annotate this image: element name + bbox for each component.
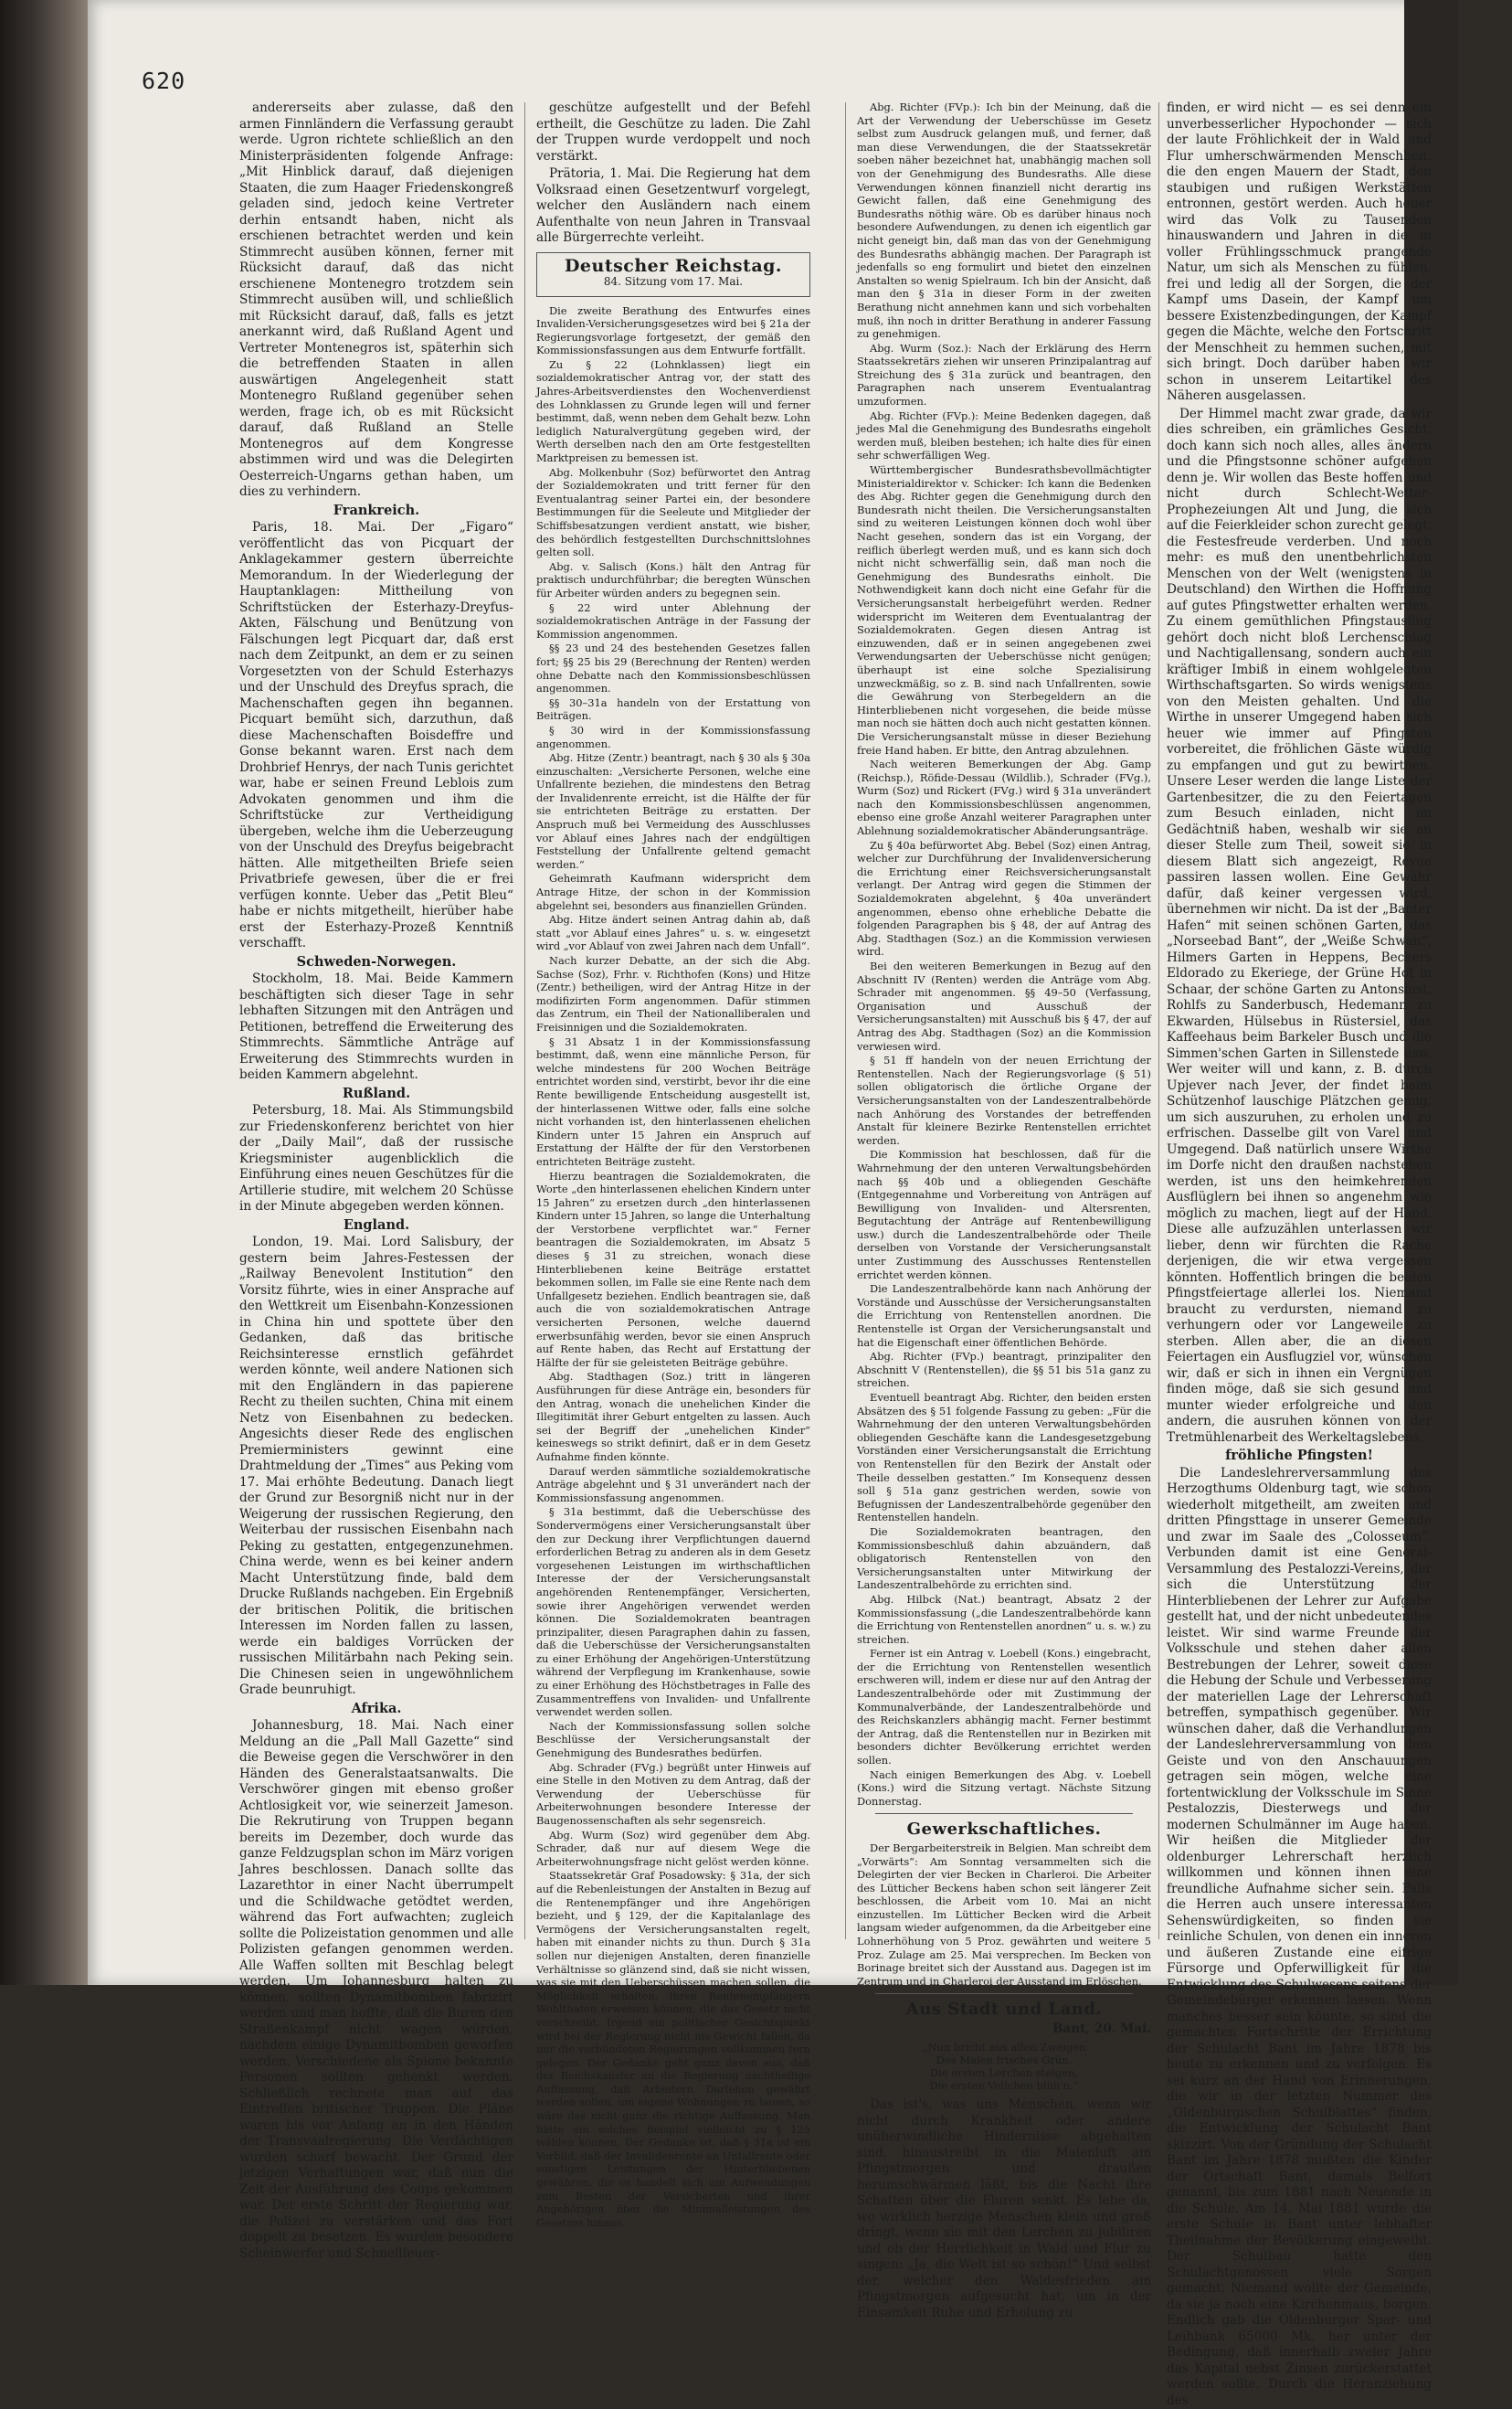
report-paragraph: Staatssekretär Graf Posadowsky: § 31a, der sich auf die Rebenleistungen der Anstalten in Bezug auf die Rentenempfänger und ihre Angehörigen bezieht, und § 129, der die Kapitalanlage des Vermögens der Versicherungsanstalten regelt, haben mit einander nichts zu thun. Durch § 31a sollen nur diejenigen Anstalten, deren finanzielle Verhältnisse so glänzend sind, daß sie nicht wissen, was sie mit den Ueberschüssen machen sollen, die Möglichkeit erhalten, ihren Rentenempfängern Wohlthaten erweisen können, die das Gesetz nicht vorschreibt. Irgend ein politischer Gesichtspunkt wird bei der Regierung nicht ins Gewicht fallen, da nur die verbündeten Regierungen vollkommen fern gelegen. Der Gedanke geht ganz davon aus, daß der Reichskanzler an die Regierung nachtheilige Auffassung, daß Arbeitern Darlehen gewährt werden sollen, um eigene Wohnungen zu bauen, so wäre das nicht ganz die richtige Auffassung. Man hätte ein solches Beispiel vielleicht zu § 125 wählen können. Der Gedanke ist, daß § 31a ist ein Vorbild, daß der Invalidenrente an Unfallrente oder sonstigen Leistungen der Hinterbliebenen gewähren, die es handelt sich um Aufwendungen zum Besten der Versicherten und ihrer Angehörigen über die Minimalleistungen des Gesetzes hinaus. <box>536 1869 810 2229</box>
section-heading-england: England. <box>239 1217 513 1234</box>
article-paragraph: Prätoria, 1. Mai. Die Regierung hat dem Volksraad einen Gesetzentwurf vorgelegt, welcher den Ausländern nach einem Aufenthalte von neun Jahren in Transvaal alle Bürgerrechte verleiht. <box>536 166 810 247</box>
section-heading-gewerkschaftliches: Gewerkschaftliches. <box>857 1821 1151 1838</box>
reichstag-report <box>536 304 810 2230</box>
report-paragraph: Nach weiteren Bemerkungen der Abg. Gamp (Reichsp.), Röfide-Dessau (Wildlib.), Schrader (FVg.), Wurm (Soz) und Rickert (FVg.) wird § 31a unverändert nach den Kommissionsbeschlüssen angenommen, ebenso eine große Anzahl weiterer Paragraphen unter Ablehnung sozialdemokratischer Abänderungsanträge. <box>857 758 1151 838</box>
column-1 <box>239 101 513 1947</box>
book-binding <box>0 0 88 1985</box>
section-heading-frankreich: Frankreich. <box>239 503 513 519</box>
report-paragraph: §§ 30–31a handeln von der Erstattung von Beiträgen. <box>536 696 810 723</box>
report-paragraph: Die Kommission hat beschlossen, daß für die Wahrnehmung der den unteren Verwaltungsbehörden nach §§ 40b und a obliegenden Geschäfte (Entgegennahme und Vorbereitung von Anträgen auf Bewilligung von Invaliden- und Altersrenten, Begutachtung der Anträge auf Rentenbewilligung usw.) durch die Landeszentralbehörde oder Theile derselben von Vorstande der Versicherungsanstalt unter Zustimmung des Ausschusses Rentenstellen errichtet werden können. <box>857 1148 1151 1281</box>
report-paragraph: Abg. Wurm (Soz.): Nach der Erklärung des Herrn Staatssekretärs ziehen wir unseren Prinzipalantrag auf Streichung des § 31a zurück und beantragen, den Paragraphen nach unserem Eventualantrag umzuformen. <box>857 342 1151 409</box>
report-paragraph: § 22 wird unter Ablehnung der sozialdemokratischen Anträge in der Fassung der Kommission angenommen. <box>536 601 810 642</box>
report-paragraph: Darauf werden sämmtliche sozialdemokratische Anträge abgelehnt und § 31 unverändert nach der Kommissionsfassung angenommen. <box>536 1465 810 1505</box>
article-paragraph: Stockholm, 18. Mai. Beide Kammern beschäftigten sich dieser Tage in sehr lebhaften Sitzungen mit den Anträgen und Petitionen, betreffend die Erweiterung des Stimmrechts. Sämmtliche Anträge auf Erweiterung des Stimmrechts wurden in beiden Kammern abgelehnt. <box>239 971 513 1084</box>
article-paragraph: Petersburg, 18. Mai. Als Stimmungsbild zur Friedenskonferenz berichtet von hier der „Daily Mail“, daß der russische Kriegsminister augenblicklich die Einführung eines neuen Geschützes für die Artillerie studire, mit welchem 20 Schüsse in der Minute abgegeben werden können. <box>239 1103 513 1215</box>
report-paragraph: Nach der Kommissionsfassung sollen solche Beschlüsse der Versicherungsanstalt der Genehmigung des Bundesrathes bedürfen. <box>536 1720 810 1760</box>
report-paragraph: Die zweite Berathung des Entwurfes eines Invaliden-Versicherungsgesetzes wird bei § 21a der Regierungsvorlage fortgesetzt, der gemäß den Kommissionsfassungen aus dem Entwurfe fortfällt. <box>536 304 810 357</box>
article-paragraph: Die Landeslehrerversammlung des Herzogthums Oldenburg tagt, wie schon wiederholt mitgetheilt, am zweiten und dritten Pfingsttage in unserer Gemeinde und zwar im Saale des „Colosseum“. Verbunden damit ist eine General-Versammlung des Pestalozzi-Vereins, der sich die Unterstützung der Hinterbliebenen der Lehrer zur Aufgabe gestellt hat, und der nicht unbedeutendes leistet. Wir sind warme Freunde der Volksschule und stehen daher allen Bestrebungen der Lehrer, soweit diese die Hebung der Schule und Verbesserung der materiellen Lage der Lehrerschaft betreffen, sympathisch gegenüber. Wir wünschen daher, daß die Verhandlungen der Landeslehrerversammlung von dem Geiste und von den Anschauungen getragen sein mögen, welche eine fortentwicklung der Volksschule im Sinne Pestalozzis, Diesterwegs und der modernen Schulmänner im Auge haben. Wir heißen die Mitglieder der oldenburger Lehrerschaft herzlich willkommen und können ihnen eine freundliche Aufnahme sicher sein. Falls die Herren auch unsere interessanten Sehenswürdigkeiten, so finden sie reinliche Schulen, von denen ein inneren und äußeren Zustande eine eifrige Fürsorge und Opferwilligkeit für die Entwicklung des Schulwesens seitens der Gemeindebürger erkennen lassen. Wenn manches besser sein könnte, so sind die gemachten Fortschritte der Errichtung der Schulacht Bant im Jahre 1878 bis heute zu erkennen und zu verfolgen. Es sei kurz an der Hand von Erinnerungen, die wir in der letzten Nummer des „Oldenburgischen Schulblattes“ finden, die Entwicklung der Schulacht Bant skizzirt. Von der Gründung der Schulacht Bant im Jahre 1878 mußten die Kinder der Ortschaft Bant, damals Belfort genannt, bis zum 1881 nach Neuende in die Schule. Am 14. Mai 1881 wurde die erste Schule in Bant unter lebhafter Theilnahme der Bevölkerung eingeweiht. Der Schulbau hatte den Schulachtgenossen viele Sorgen gemacht. Niemand wollte der Gemeinde, da sie ja noch eine Kirchenmaus, borgen. Endlich gab die Oldenburger Spar- und Leihbank 65000 Mk. her unter der Bedingung, daß innerhalb zweier Jahre das Kapital nebst Zinsen zurückerstattet werden sollte. Durch die Heranziehung des <box>1167 1466 1432 2409</box>
article-paragraph: Der Himmel macht zwar grade, da wir dies schreiben, ein grämliches Gesicht, doch kann sich noch alles, alles ändern und die Pfingstsonne schöner aufgehen denn je. Wir wollen das Beste hoffen und nicht durch Schlecht-Wetter-Prophezeiungen Alt und Jung, die sich auf die Feierkleider schon zurecht gelegt, die Festesfreude verderben. Und noch mehr: es muß den unentbehrlichsten Menschen von der Welt (wenigstens in Deutschland) den Wirthen die Hoffnung auf gutes Pfingstwetter erhalten werden. Zu einem gemüthlichen Pfingstausflug gehört doch nicht bloß Lerchenschlag und Nachtigallensang, sondern auch ein kräftiger Imbiß in einem wohlgelegten Wirthschaftsgarten. So wirds wenigstens von den Meisten gehalten. Und die Wirthe in unserer Umgegend haben sich heuer wie immer auf Pfingsten vorbereitet, die fröhlichen Gäste würdig zu empfangen und gut zu bewirthen. Unsere Leser werden die lange Liste der Gartenbesitzer, die zu den Feiertagen zum Besuch einladen, nicht im Gedächtniß haben, weshalb wir sie an dieser Stelle zum Theil, soweit sie in diesem Blatt sich angezeigt, Revue passiren lassen wollen. Eine Gewähr dafür, daß keiner vergessen wird, übernehmen wir nicht. Da ist der „Banter Hafen“ mit seinen schönen Garten, das „Norseebad Bant“, der „Weiße Schwan“, Hilmers Garten in Heppens, Beckers Eldorado zu Ekeriege, der Grüne Hof in Schaar, der schöne Garten zu Antonslust, Rohlfs zu Sanderbusch, Hedemann zu Ekwarden, Hülsebus in Rüstersiel, das Kaffeehaus beim Barkeler Busch und die Simmen'schen Garten in Sillenstede usw. Wer weiter will und kann, z. B. durch Upjever nach Jever, der findet beim Schützenhof lauschige Plätzchen genug, um sich auszuruhen, zu erholen und zu erfrischen. Dasselbe gilt von Varel und Umgegend. Daß natürlich unsere Wirthe im Dorfe nicht den draußen nachstehen werden, ist uns den heimkehrenden Ausflüglern bei ihnen so angenehm wie möglich zu machen, liegt auf der Hand. Diese alle aufzuzählen unterlassen wir lieber, denn wir fürchten die Rache derjenigen, die wir etwa vergessen könnten. Hoffentlich bringen die beiden Pfingstfeiertage allerlei los. Niemand braucht zu verdursten, niemand zu verhungern oder vor Langeweile zu sterben. Allen aber, die an diesen Feiertagen ein Ausflugziel vor, wünschen wir, daß er sich in ihnen ein Vergnügen finden möge, daß sie sich gesund und munter wieder erfolgreiche und den andern, die ausruhen können von der Tretmühlenarbeit des Werkeltagslebens, <box>1167 407 1432 1447</box>
report-paragraph: § 31a bestimmt, daß die Ueberschüsse des Sondervermögens einer Versicherungsanstalt über den zur Deckung ihrer Verpflichtungen dauernd erforderlichen Betrag zu anderen als in dem Gesetz vorgesehenen Leistungen im wirthschaftlichen Interesse der der Versicherungsanstalt angehörenden Rentenempfänger, Versicherten, sowie ihrer Angehörigen verwendet werden können. Die Sozialdemokraten beantragen prinzipaliter, diesen Paragraphen dahin zu fassen, daß die Ueberschüsse der Versicherungsanstalten zu einer Erhöhung der Angehörigen-Unterstützung während der Verpflegung im Krankenhause, sowie zu einer Erhöhung des Höchstbetrages in Falle des Zusammentreffens von Invaliden- und Unfallrente verwendet werden sollen. <box>536 1505 810 1719</box>
article-paragraph: Paris, 18. Mai. Der „Figaro“ veröffentlicht das von Picquart der Anklagekammer gestern überreichte Memorandum. In der Wiederlegung der Hauptanklagen: Mittheilung von Schriftstücken der Esterhazy-Dreyfus-Akten, Fälschung und Benützung von Fälschungen legt Picquart dar, daß erst nach dem Zeitpunkt, an dem er zu seinen Vorgesetzten von der Schuld Esterhazys und der Unschuld des Dreyfus sprach, die Machenschaften gegen ihn begannen. Picquart bemüht sich, darzuthun, daß diese Machenschaften Boisdeffre und Gonse bekannt waren. Erst nach dem Drohbrief Henrys, der nach Tunis gerichtet war, habe er seinen Freund Leblois zum Advokaten genommen und ihm die Schriftstücke zur Vertheidigung übergeben, welche ihm die Ueberzeugung von der Unschuld des Dreyfus beigebracht hätten. Alle mitgetheilten Briefe seien Privatbriefe gewesen, über die er frei verfügen konnte. Ueber das „Petit Bleu“ habe er nichts mitgetheilt, hierüber habe erst der Esterhazy-Prozeß Kenntniß verschafft. <box>239 520 513 952</box>
section-heading-russland: Rußland. <box>239 1086 513 1102</box>
report-paragraph: Abg. Stadthagen (Soz.) tritt in längeren Ausführungen für diese Anträge ein, besonders für den Antrag, wonach die unehelichen Kinder die Illegitimität ihrer Geburt entgelten zu lassen. Auch sei der Begriff der „unehelichen Kinder“ keineswegs so strikt definirt, daß er in dem Gesetz Aufnahme finden könnte. <box>536 1370 810 1463</box>
report-paragraph: Ferner ist ein Antrag v. Loebell (Kons.) eingebracht, der die Errichtung von Rentenstellen wesentlich erschweren will, indem er diese nur auf den Antrag der Landeszentralbehörde oder mit Zustimmung der Kommunalverbände, der Landeszentralbehörde und des Reichskanzlers abhängig macht. Ferner bestimmt der Antrag, daß die Rentenstellen nur in Bezirken mit besonders dichter Bevölkerung errichtet werden sollen. <box>857 1647 1151 1767</box>
report-paragraph: Abg. Wurm (Soz) wird gegenüber dem Abg. Schrader, daß nur auf diesem Wege die Arbeiterwohnungsfrage nicht gelöst werden könne. <box>536 1829 810 1869</box>
section-divider <box>875 1813 1133 1814</box>
section-heading-afrika: Afrika. <box>239 1701 513 1717</box>
report-paragraph: § 30 wird in der Kommissionsfassung angenommen. <box>536 724 810 750</box>
report-paragraph: Bei den weiteren Bemerkungen in Bezug auf den Abschnitt IV (Renten) werden die Anträge vom Abg. Schrader mit angenommen. §§ 49–50 (Verfassung, Organisation und Ausschuß der Versicherungsanstalten) mit Ausschuß bis § 47, der auf Antrag des Abg. Stadthagen (Soz) an die Kommission verwiesen wird. <box>857 960 1151 1053</box>
article-paragraph: geschütze aufgestellt und der Befehl ertheilt, die Geschütze zu laden. Die Zahl der Truppen wurde verdoppelt und noch verstärkt. <box>536 101 810 164</box>
report-paragraph: Hierzu beantragen die Sozialdemokraten, die Worte „den hinterlassenen ehelichen Kindern unter 15 Jahren“ zu ersetzen durch „den hinterlassenen Kindern unter 15 Jahren, so lange die Unterhaltung der Verstorbene verpflichtet war.“ Ferner beantragen die Sozialdemokraten, im Absatz 5 dieses § 31 zu streichen, wonach diese Hinterbliebenen keine Beiträge erstattet bekommen sollen, im Falle sie eine Rente nach dem Unfallgesetz beziehen. Endlich beantragen sie, daß auch die von sozialdemokratischen Antrage versicherten Personen, welche dauernd erwerbsunfähig werden, bevor sie einen Anspruch auf Rente haben, das Recht auf Erstattung der Hälfte der für sie geleisteten Beiträge gebühre. <box>536 1170 810 1370</box>
column-4 <box>1167 101 1432 1947</box>
report-paragraph: Württembergischer Bundesrathsbevollmächtigter Ministerialdirektor v. Schicker: Ich kann die Bedenken des Abg. Richter gegen die Genehmigung durch den Bundesrath nicht theilen. Die Versicherungsanstalten sind zu weiteren Leistungen können doch wohl über Nacht gesehen, sondern das ist ein Vorgang, der reiflich überlegt werden muß, und es kann sich doch nicht nicht schwerfällig sein, daß man noch die Genehmigung des Bundesraths einholt. Die Nothwendigkeit kann doch nicht eine Gefahr für die Versicherungsanstalt herbeigeführt werden. Redner widerspricht im Weiteren dem Eventualantrag der Sozialdemokraten. Gegen diesen Antrag ist einzuwenden, daß er in seinen angegebenen zwei Verwendungsarten der Ueberschüsse nicht genügen; überhaupt ist eine solche Spezialisirung unzweckmäßig, so z. B. sind nach Unfallrenten, sowie die Gewährung von Sterbegeldern an die Hinterbliebenen nicht vorgesehen, die beide müsse man noch sie hätten doch auch nicht gestatten können. Die Versicherungsanstalt müsse in dieser Beziehung freie Hand haben. Er bitte, den Antrag abzulehnen. <box>857 463 1151 757</box>
report-paragraph: Abg. Hitze (Zentr.) beantragt, nach § 30 als § 30a einzuschalten: „Versicherte Personen, welche eine Unfallrente beziehen, die mindestens den Betrag der Invalidenrente erreicht, ist die Hälfte der für sie entrichteten Beiträge zu erstatten. Der Anspruch muß bei Vermeidung des Ausschlusses vor Ablauf eines Jahres nach der endgültigen Feststellung der Unfallrente geltend gemacht werden.“ <box>536 751 810 871</box>
column-rule <box>1158 102 1159 1939</box>
reichstag-title: Deutscher Reichstag. <box>545 259 802 275</box>
section-heading-schweden: Schweden-Norwegen. <box>239 954 513 971</box>
report-paragraph: Die Landeszentralbehörde kann nach Anhörung der Vorstände und Ausschüsse der Versicherungsanstalten die Errichtung von Rentenstellen anordnen. Die Rentenstelle ist Organ der Versicherungsanstalt und hat die Eigenschaft einer öffentlichen Behörde. <box>857 1282 1151 1349</box>
report-paragraph: Zu § 22 (Lohnklassen) liegt ein sozialdemokratischer Antrag vor, der statt des Jahres-Arbeitsverdienstes den Wochenverdienst des Lohnklassen zu Grunde legen will und ferner bestimmt, daß, wenn neben dem Gehalt bezw. Lohn lediglich Naturalvergütung gegeben wird, der Werth derselben nach den am Orte festgestellten Marktpreisen zu bemessen ist. <box>536 358 810 465</box>
report-paragraph: Abg. v. Salisch (Kons.) hält den Antrag für praktisch undurchführbar; die beregten Wünschen für Arbeiter würden anders zu begegnen sein. <box>536 560 810 600</box>
page-number: 620 <box>142 68 185 94</box>
closing-greeting: fröhliche Pfingsten! <box>1167 1448 1432 1464</box>
report-paragraph: Abg. Molkenbuhr (Soz) befürwortet den Antrag der Sozialdemokraten und tritt ferner für den Eventualantrag seiner Partei ein, der besondere Bestimmungen für die Seeleute und Mitglieder der Schiffsbesatzungen verdient anstatt, wie bisher, des behördlich festgestellten Durchschnittslohnes gelten soll. <box>536 466 810 559</box>
report-paragraph: Abg. Richter (FVp.) beantragt, prinzipaliter den Abschnitt V (Rentenstellen), die §§ 51 bis 51a ganz zu streichen. <box>857 1350 1151 1390</box>
column-3 <box>857 101 1151 1947</box>
article-paragraph: Johannesburg, 18. Mai. Nach einer Meldung an die „Pall Mall Gazette“ sind die Beweise gegen die Verschwörer in den Händen des Generalstaatsanwalts. Die Verschwörer gingen mit ebenso großer Achtlosigkeit vor, wie seinerzeit Jameson. Die Rekrutirung von Truppen begann bereits im Dezember, doch wurde das ganze Feldzugsplan schon im März vorigen Jahres beschlossen. Danach sollte das Lazarethtor in einer Nacht überrumpelt und die Schildwache getödtet werden, während das Fort aufwachten; zugleich sollte die Polizeistation genommen und alle Polizisten gefangen genommen werden. Alle Waffen sollten mit Beschlag belegt werden. Um Johannesburg halten zu können, sollten Dynamitbomben fabrizirt werden und man hoffte, daß die Buren den Straßenkampf nicht wagen würden, nachdem einige Dynamitbomben geworfen werden. Verschiedene als Spione bekannte Personen sollten gehenkt werden. Schließlich rechnete man auf das Eintreffen britischer Truppen. Die Pläne waren bis vor Anfang an in den Händen der Transvaalregierung. Die Verdächtigen wurden scharf bewacht. Der Grund der jetzigen Verhaftungen war, daß nun die Zeit der Ausführung des Coups gekommen war. Der erste Schritt der Regierung war, die Polizei zu verstärken und das Fort doppelt zu besetzen. Es wurden besondere Scheinwerfer und Schnellfeuer- <box>239 1718 513 2262</box>
column-rule <box>845 102 846 1939</box>
article-paragraph: London, 19. Mai. Lord Salisbury, der gestern beim Jahres-Festessen der „Railway Benevolent Institution“ den Vorsitz führte, wies in einer Ansprache auf den Wettkreit um Eisenbahn-Konzessionen in China hin und spottete über den Gedanken, daß das britische Reichsinteresse ernstlich gefährdet werden könnte, weil andere Nationen sich mit den Engländern in das papierene Recht zu theilen suchten, China mit einem Netz von Eisenbahnen zu bedecken. Angesichts dieser Rede des englischen Premierministers gewinnt eine Drahtmeldung der „Times“ aus Peking vom 17. Mai erhöhte Bedeutung. Danach liegt der Grund zur Besorgniß nicht nur in der Weigerung der russischen Regierung, den Weiterbau der russischen Eisenbahn nach Peking zu gestatten, entgegenzunehmen. China werde, wenn es bei keiner andern Macht Unterstützung finde, bald dem Drucke Rußlands nachgeben. Ein Ergebniß der britischen Politik, die britischen Interessen im Norden fallen zu lassen, werde ein baldiges Vorrücken der russischen Militärbahn nach Peking sein. Die Chinesen seien in ungewöhnlichem Grade beunruhigt. <box>239 1235 513 1699</box>
column-2 <box>536 101 810 1947</box>
session-subtitle: 84. Sitzung vom 17. Mai. <box>545 274 802 291</box>
report-paragraph: Abg. Schrader (FVg.) begrüßt unter Hinweis auf eine Stelle in den Motiven zu dem Antrag, daß der Verwendung der Ueberschüsse für Arbeiterwohnungen besondere Interesse der Baugenossenschaften als sehr segensreich. <box>536 1761 810 1828</box>
report-paragraph: Nach kurzer Debatte, an der sich die Abg. Sachse (Soz), Frhr. v. Richthofen (Kons) und Hitze (Zentr.) betheiligen, wird der Antrag Hitze in der modifizirten Form angenommen. Dafür stimmen das Zentrum, ein Theil der Nationalliberalen und Freisinnigen und die Sozialdemokraten. <box>536 954 810 1035</box>
report-paragraph: Eventuell beantragt Abg. Richter, den beiden ersten Absätzen des § 51 folgende Fassung zu geben: „Für die Wahrnehmung der den unteren Verwaltungsbehörden obliegenden Geschäfte kann die Landesgesetzgebung Vorständen einer Versicherungsanstalt die Errichtung von Rentenstellen für den Bezirk der Anstalt oder Theile desselben gestatten.“ Im Konsequenz dessen soll § 51a ganz gestrichen werden, sowie von Befugnissen der Landeszentralbehörde gegenüber den Rentenstellen handeln. <box>857 1391 1151 1524</box>
report-paragraph: Die Sozialdemokraten beantragen, den Kommissionsbeschluß dahin abzuändern, daß obligatorisch Rentenstellen von den Versicherungsanstalten unter Mitwirkung der Landeszentralbehörde zu errichten sind. <box>857 1525 1151 1592</box>
report-paragraph: § 51 ff handeln von der neuen Errichtung der Rentenstellen. Nach der Regierungsvorlage (§ 51) sollen obligatorisch die örtliche Organe der Versicherungsanstalten von der Landeszentralbehörde nach Anhörung des Vorstandes der betreffenden Anstalt für kleinere Bezirke Rentenstellen errichtet werden. <box>857 1054 1151 1147</box>
poem-quote: „Nun bricht aus allen Zweigen Des Maien frisches Grün. Die ersten Lerchen steigen, Die ersten Veilchen blüh'n.“ <box>857 2041 1151 2092</box>
union-news <box>857 1841 1151 1989</box>
report-paragraph: Abg. Hitze ändert seinen Antrag dahin ab, daß statt „vor Ablauf eines Jahres“ u. s. w. eingesetzt wird „vor Ablauf von zwei Jahren nach dem Unfall“. <box>536 913 810 953</box>
report-paragraph: Der Bergarbeiterstreik in Belgien. Man schreibt dem „Vorwärts“: Am Sonntag versammelten sich die Delegirten der vier Becken in Charleroi. Die Arbeiter des Lütticher Beckens haben schon seit längerer Zeit beschlossen, die Arbeit vom 10. Mai an nicht einzustellen. Im Lütticher Becken wird die Arbeit langsam wieder aufgenommen, da die Arbeitgeber eine Lohnerhöhung von 5 Proz. gewährten und weitere 5 Proz. Zulage am 25. Mai versprechen. Im Becken von Borinage breitet sich der Ausstand aus. Dagegen ist im Zentrum und in Charleroi der Ausstand im Erlöschen. <box>857 1841 1151 1989</box>
article-paragraph: Das ist's, was uns Menschen, wenn wir nicht durch Krankheit oder andere unüberwindliche Hindernisse abgehalten sind, hinaustreibt in die Maienluft am Pfingstmorgen und draußen herumschwärmen läßt, bis die Nacht ihre Schatten über die Fluren senkt. Es lebe da, wo wirklich herzige Menschen klein und groß dringt, wenn sie mit den Lerchen zu jubiliren und ob der Herrlichkeit in Wald und Flur zu singen: „Ja, die Welt ist so schön!“ Und selbst der, welcher den Waldesfrieden am Pfingstmorgen aufgesucht hat, um in der Einsamkeit Ruhe und Erholung zu <box>857 2097 1151 2321</box>
report-paragraph: Abg. Richter (FVp.): Meine Bedenken dagegen, daß jedes Mal die Genehmigung des Bundesraths eingeholt werden muß, bleiben bestehen; ich halte dies für einen sehr schwerfälligen Weg. <box>857 409 1151 462</box>
article-paragraph: andererseits aber zulasse, daß den armen Finnländern die Verfassung geraubt werde. Ugron richtete schließlich an den Ministerpräsidenten folgende Anfrage: „Mit Hinblick darauf, daß diejenigen Staaten, die zum Haager Friedenskongreß geladen sind, jedoch keine Vertreter derhin entsandt haben, nicht als erschienen betrachtet werden und kein Stimmrecht ausüben können, ferner mit Rücksicht darauf, daß das nicht erschienene Montenegro trotzdem sein Stimmrecht ausüben will, und schließlich mit Rücksicht darauf, daß, falls es jetzt anerkannt wird, daß Rußland Agent und Vertreter Montenegros ist, späterhin sich die betreffenden Staaten in allen auswärtigen Angelegenheit statt Montenegro Rußland gegenüber sehen werden, frage ich, ob es mit Rücksicht darauf, daß Rußland an Stelle Montenegros auf dem Kongresse abstimmen wird und was die Delegirten Oesterreich-Ungarns gethan haben, um dies zu verhindern. <box>239 101 513 501</box>
report-paragraph: Abg. Richter (FVp.): Ich bin der Meinung, daß die Art der Verwendung der Ueberschüsse im Gesetz selbst zum Ausdruck gelangen muß, und ferner, daß man diese Verwendungen, die der Staatssekretär soeben näher bezeichnet hat, unabhängig machen soll von der Genehmigung des Bundesraths. Alle diese Verwendungen können finanziell nicht derartig ins Gewicht fallen, daß eine Genehmigung des Bundesraths nöthig wäre. Ob es darüber hinaus noch besondere Aufwendungen, zu denen ich eigentlich gar nicht geneigt bin, daß man das von der Genehmigung des Bundesraths abhängig machen. Der Paragraph ist jedenfalls so eng formulirt und bietet den einzelnen Anstalten so wenig Spielraum. Ich bin der Ansicht, daß man den § 31a in dieser Form in der zweiten Berathung nicht annehmen kann und sich vorbehalten muß, ihn noch in dritter Berathung in anderer Fassung zu genehmigen. <box>857 101 1151 341</box>
article-paragraph: finden, er wird nicht — es sei denn ein unverbesserlicher Hypochonder — sich der laute Fröhlichkeit der in Wald und Flur umherschwärmenden Menschheit, die den engen Mauern der Stadt, den staubigen und rußigen Werkstätten entronnen, gestört werden. Auch heuer wird das Volk zu Tausenden hinauswandern und Jahren in die in voller Frühlingsschmuck prangende Natur, um sich als Menschen zu fühlen, frei und ledig all der Sorgen, die der Kampf ums Dasein, der Kampf um bessere Existenzbedingungen, der Kampf gegen die Mächte, welche den Fortschritt der Menschheit zu hemmen suchen, mit sich bringt. Doch darüber haben wir schon in unserem Leitartikel des Näheren ausgelassen. <box>1167 101 1432 405</box>
report-paragraph: Geheimrath Kaufmann widerspricht dem Antrage Hitze, der schon in der Kommission abgelehnt sei, besonders aus finanziellen Gründen. <box>536 872 810 912</box>
column-rule <box>524 102 525 1939</box>
section-divider <box>875 1993 1133 1994</box>
reichstag-header-box <box>536 252 810 297</box>
section-heading-stadt-und-land: Aus Stadt und Land. <box>857 2001 1151 2018</box>
report-paragraph: §§ 23 und 24 des bestehenden Gesetzes fallen fort; §§ 25 bis 29 (Berechnung der Renten) werden ohne Debatte nach den Kommissionsbeschlüssen angenommen. <box>536 642 810 695</box>
report-paragraph: Nach einigen Bemerkungen des Abg. v. Loebell (Kons.) wird die Sitzung vertagt. Nächste Sitzung Donnerstag. <box>857 1768 1151 1809</box>
dateline: Bant, 20. Mai. <box>857 2022 1151 2038</box>
report-paragraph: Zu § 40a befürwortet Abg. Bebel (Soz) einen Antrag, welcher zur Durchführung der Invalidenversicherung die Errichtung einer Reichsversicherungsanstalt verlangt. Der Antrag wird gegen die Stimmen der Sozialdemokraten abgelehnt, § 40a unverändert angenommen, ebenso ohne erhebliche Debatte die folgenden Paragraphen bis § 48, der auf Antrag des Abg. Stadthagen (Soz.) an die Kommission verwiesen wird. <box>857 839 1151 959</box>
report-paragraph: § 31 Absatz 1 in der Kommissionsfassung bestimmt, daß, wenn eine männliche Person, für welche mindestens für 200 Wochen Beiträge entrichtet worden sind, verstirbt, bevor ihr die eine Rente bewilligende Entscheidung ausgestellt ist, der hinterlassenen Wittwe oder, falls eine solche nicht vorhanden ist, den hinterlassenen ehelichen Kindern unter 15 Jahren ein Anspruch auf Erstattung der Hälfte der für den Verstorbenen entrichteten Beiträge zusteht. <box>536 1035 810 1169</box>
report-paragraph: Abg. Hilbck (Nat.) beantragt, Absatz 2 der Kommissionsfassung („die Landeszentralbehörde kann die Errichtung von Rentenstellen anordnen“ u. s. w.) zu streichen. <box>857 1593 1151 1646</box>
reichstag-report-continued <box>857 101 1151 1808</box>
